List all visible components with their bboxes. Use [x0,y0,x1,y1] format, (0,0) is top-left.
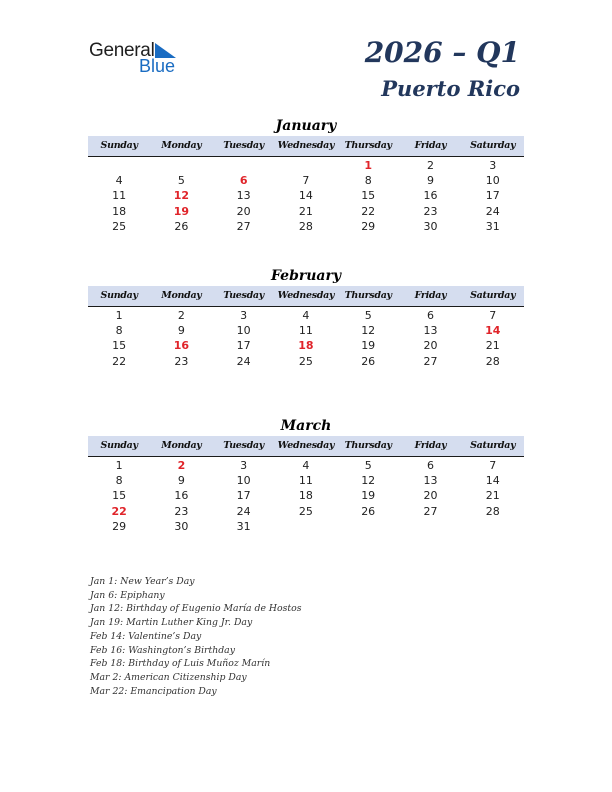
holiday-day-cell: 22 [111,504,127,518]
page-subtitle: Puerto Rico [381,76,520,101]
day-cell: 3 [240,459,248,472]
day-cell: 8 [115,324,123,338]
day-cell: 6 [426,459,434,472]
day-cell: 31 [236,519,251,533]
weekday-saturday: Saturday [470,440,516,451]
holiday-day-cell: 2 [177,459,186,472]
holiday-day-cell: 6 [239,174,248,188]
day-cell: 17 [236,339,251,353]
week-row [88,473,524,488]
logo-word-general: General [89,40,155,61]
day-cell: 24 [236,504,251,518]
weeks [88,457,524,534]
day-cell: 26 [361,354,376,368]
day-cell: 7 [489,309,497,322]
week-row [88,323,524,338]
holiday-notes [90,575,302,698]
day-cell: 14 [485,474,500,488]
day-cell: 1 [115,309,123,322]
day-cell: 5 [177,174,185,188]
weekday-saturday: Saturday [470,140,516,151]
day-cell [88,158,150,173]
week-row [88,308,524,323]
day-cell: 20 [236,204,251,218]
day-cell: 26 [174,219,189,233]
day-cell: 12 [361,324,376,338]
day-cell [399,519,461,534]
day-cell: 9 [177,474,185,488]
day-cell: 15 [361,189,376,203]
weeks [88,157,524,234]
day-cell: 11 [298,474,313,488]
day-cell: 28 [298,219,313,233]
month-january [88,116,524,234]
day-cell: 2 [177,309,185,322]
day-cell: 28 [485,504,500,518]
day-cell: 27 [423,504,438,518]
weekday-friday: Friday [414,440,447,451]
day-cell: 17 [485,189,500,203]
day-cell: 22 [361,204,376,218]
day-cell [337,519,399,534]
day-cell: 5 [364,459,372,472]
weekday-thursday: Thursday [344,140,392,151]
day-cell [462,519,524,534]
day-cell: 18 [112,204,127,218]
holiday-day-cell: 19 [173,204,190,218]
month-title: February [270,268,341,284]
day-cell: 6 [426,309,434,322]
day-cell: 12 [361,474,376,488]
day-cell: 19 [361,489,376,503]
day-cell [275,519,337,534]
day-cell: 23 [423,204,438,218]
day-cell: 18 [298,489,313,503]
day-cell: 2 [426,159,434,172]
day-cell: 17 [236,489,251,503]
week-row [88,488,524,503]
week-row [88,219,524,234]
day-cell: 26 [361,504,376,518]
day-cell: 15 [112,339,127,353]
holiday-day-cell: 16 [173,339,190,353]
holiday-day-cell: 1 [364,159,373,172]
weekday-monday: Monday [161,140,202,151]
day-cell: 20 [423,489,438,503]
week-row [88,458,524,473]
day-cell: 24 [236,354,251,368]
weekday-tuesday: Tuesday [223,440,265,451]
day-cell: 13 [236,189,251,203]
day-cell: 1 [115,459,123,472]
day-cell: 16 [174,489,189,503]
day-cell: 4 [115,174,123,188]
day-cell: 8 [115,474,123,488]
month-march [88,416,524,534]
day-cell: 9 [177,324,185,338]
day-cell: 13 [423,324,438,338]
weekday-monday: Monday [161,290,202,301]
day-cell: 3 [489,159,497,172]
day-cell: 23 [174,354,189,368]
weekday-tuesday: Tuesday [223,140,265,151]
week-row [88,158,524,173]
week-row [88,354,524,369]
day-cell: 29 [361,219,376,233]
day-cell: 25 [298,354,313,368]
day-cell: 30 [423,219,438,233]
day-cell: 3 [240,309,248,322]
day-cell: 5 [364,309,372,322]
day-cell: 27 [423,354,438,368]
holiday-note: Feb 16: Washington’s Birthday [90,644,235,656]
day-cell [275,158,337,173]
holiday-note: Jan 12: Birthday of Eugenio María de Hostos [90,603,302,615]
holiday-day-cell: 12 [173,189,190,203]
day-cell: 21 [485,489,500,503]
holiday-note: Mar 2: American Citizenship Day [90,671,247,683]
day-cell: 9 [426,174,434,188]
day-cell: 21 [485,339,500,353]
month-february [88,266,524,369]
weekday-friday: Friday [414,290,447,301]
day-cell: 14 [298,189,313,203]
weekday-wednesday: Wednesday [277,290,335,301]
holiday-day-cell: 14 [485,324,501,338]
holiday-note: Mar 22: Emancipation Day [90,685,217,697]
day-cell: 31 [485,219,500,233]
day-cell: 29 [112,519,127,533]
weekday-thursday: Thursday [344,290,392,301]
day-cell: 11 [298,324,313,338]
day-cell [213,158,275,173]
holiday-note: Jan 1: New Year’s Day [90,576,195,587]
generalblue-logo [89,40,189,80]
day-cell: 11 [112,189,127,203]
weekday-sunday: Sunday [100,440,138,451]
weekday-header-row [88,436,524,457]
weekday-header-row [88,286,524,307]
day-cell: 15 [112,489,127,503]
day-cell: 27 [236,219,251,233]
month-title: January [275,118,337,134]
weekday-thursday: Thursday [344,440,392,451]
day-cell: 23 [174,504,189,518]
day-cell: 7 [489,459,497,472]
week-row [88,188,524,203]
day-cell: 24 [485,204,500,218]
day-cell: 28 [485,354,500,368]
logo-word-blue: Blue [139,56,176,76]
holiday-day-cell: 18 [298,339,314,353]
day-cell [150,158,212,173]
weekday-wednesday: Wednesday [277,140,335,151]
holiday-note: Jan 6: Epiphany [90,589,165,601]
weekday-monday: Monday [161,440,202,451]
weekday-wednesday: Wednesday [277,440,335,451]
week-row [88,173,524,188]
holiday-note: Jan 19: Martin Luther King Jr. Day [90,617,253,629]
week-row [88,519,524,534]
day-cell: 10 [485,174,500,188]
weekday-sunday: Sunday [100,140,138,151]
holiday-note: Feb 14: Valentine’s Day [90,630,202,642]
week-row [88,504,524,519]
day-cell: 22 [112,354,127,368]
weekday-header-row [88,136,524,157]
weeks [88,307,524,369]
day-cell: 4 [302,309,310,322]
day-cell: 10 [236,324,251,338]
weekday-saturday: Saturday [470,290,516,301]
page-title: 2026 – Q1 [364,36,520,69]
week-row [88,204,524,219]
day-cell: 30 [174,519,189,533]
day-cell: 7 [302,174,310,188]
day-cell: 10 [236,474,251,488]
day-cell: 21 [298,204,313,218]
day-cell: 13 [423,474,438,488]
weekday-tuesday: Tuesday [223,290,265,301]
day-cell: 16 [423,189,438,203]
weekday-friday: Friday [414,140,447,151]
day-cell: 4 [302,459,310,472]
month-title: March [280,418,332,434]
week-row [88,338,524,353]
weekday-sunday: Sunday [100,290,138,301]
day-cell: 20 [423,339,438,353]
day-cell: 8 [364,174,372,188]
day-cell: 25 [298,504,313,518]
day-cell: 19 [361,339,376,353]
day-cell: 25 [112,219,127,233]
holiday-note: Feb 18: Birthday of Luis Muñoz Marín [90,658,271,670]
